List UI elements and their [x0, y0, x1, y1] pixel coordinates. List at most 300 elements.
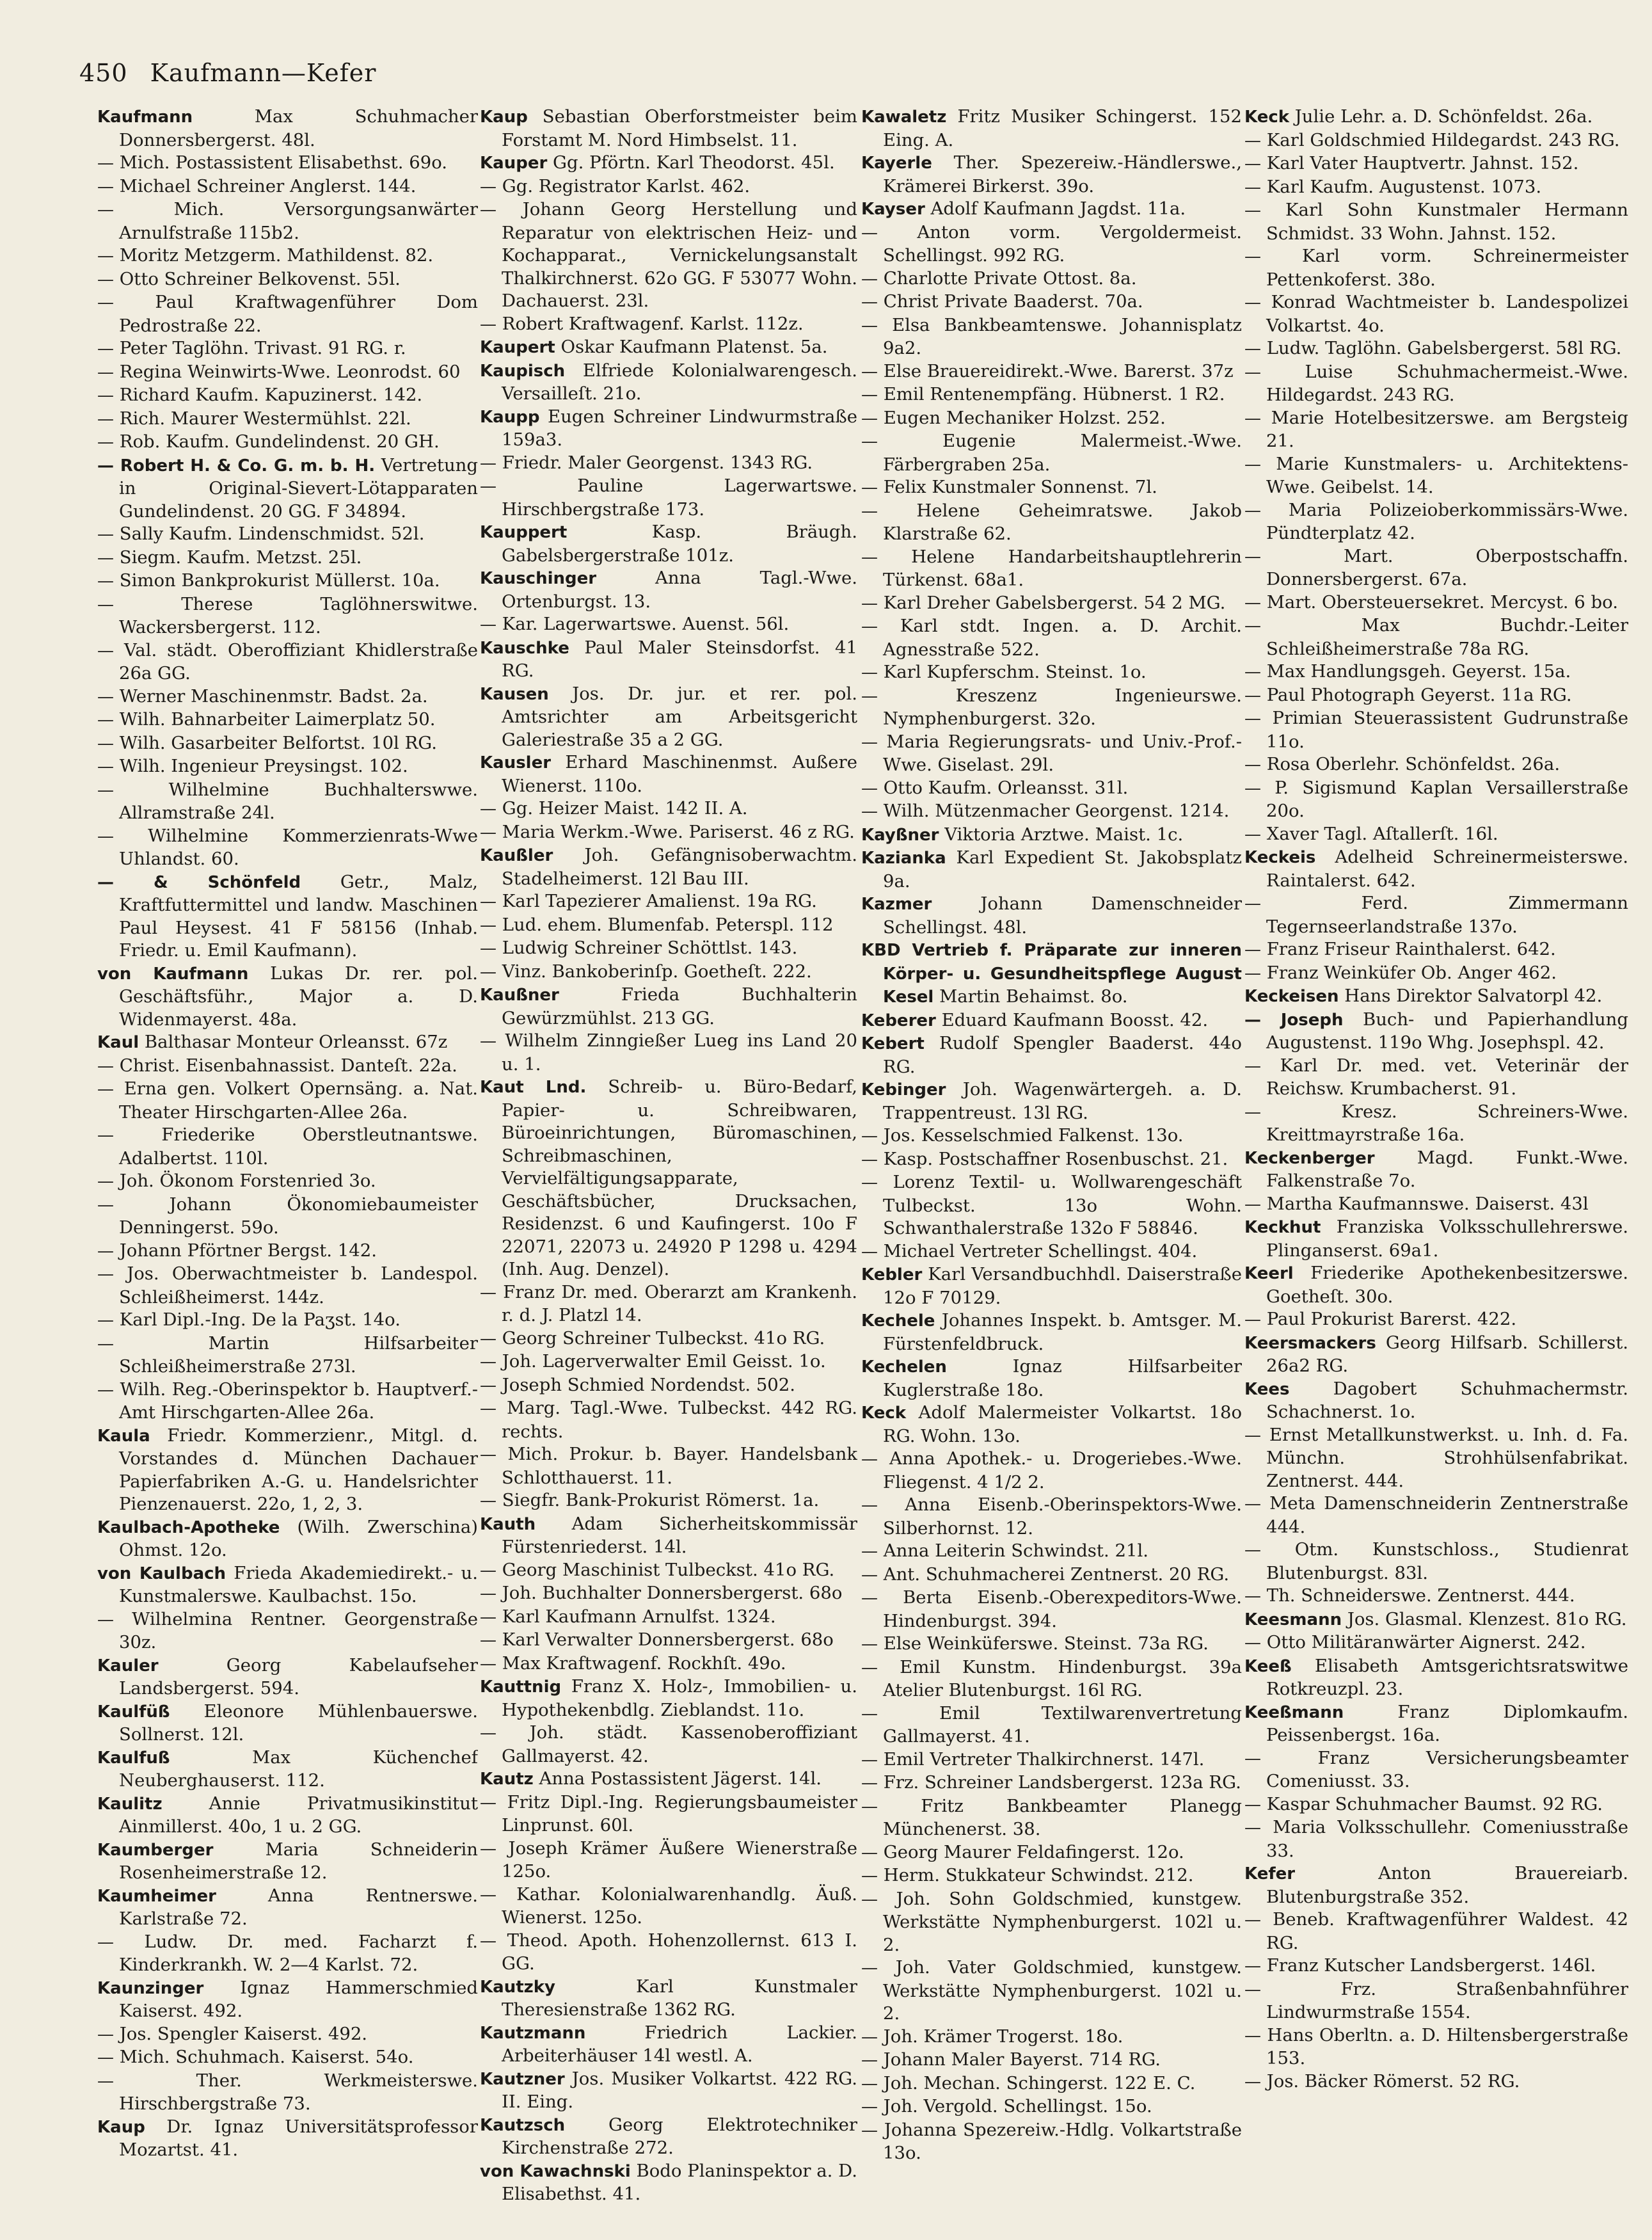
entry-details: Anna Eisenb.-Oberinspektors-Wwe. Silberhornst. 12.	[878, 1494, 1242, 1539]
entry-details: Robert Kraftwagenf. Karlst. 112z.	[496, 313, 804, 334]
directory-entry	[861, 1564, 1242, 1587]
entry-surname: —	[861, 1635, 878, 1654]
entry-details: Max Kraftwagenf. Rockhſt. 49o.	[496, 1652, 786, 1674]
entry-surname: Kaupp	[480, 407, 540, 427]
entry-surname: —	[97, 572, 114, 591]
entry-surname: —	[480, 1885, 496, 1905]
entry-surname: —	[861, 478, 878, 497]
directory-entry	[480, 844, 857, 890]
directory-entry	[97, 337, 478, 361]
entry-surname: —	[97, 826, 114, 846]
entry-surname: —	[97, 1932, 114, 1952]
entry-surname: —	[480, 1560, 496, 1580]
entry-surname: —	[1244, 824, 1261, 844]
entry-details: Maria Polizeioberkommissärs-Wwe. Pündterplatz 42.	[1261, 499, 1628, 543]
entry-details: Otto Militäranwärter Aignerst. 242.	[1261, 1632, 1586, 1652]
entry-details: Kresz. Schreiners-Wwe. Kreittmayrstraße 16a.	[1261, 1101, 1628, 1145]
entry-details: Ignaz Hammerschmied Kaiserst. 492.	[119, 1977, 478, 2021]
directory-entry	[480, 1676, 857, 1722]
entry-details: Karl Expedient St. Jakobsplatz 9a.	[883, 847, 1242, 892]
entry-surname: Kazianka	[861, 849, 946, 868]
entry-details: Jos. Bäcker Römerst. 52 RG.	[1261, 2070, 1520, 2092]
directory-entry	[97, 244, 478, 268]
entry-details: Fritz Dipl.-Ing. Regierungsbaumeister Linprunst. 60l.	[496, 1791, 857, 1836]
entry-details: Kasp. Bräugh. Gabelsbergerstraße 101z.	[502, 522, 857, 566]
entry-details: Luise Schuhmachermeist.-Wwe. Hildegardst. 243 RG.	[1261, 361, 1628, 405]
directory-entry	[861, 1078, 1242, 1124]
entry-details: Joseph Krämer Äußere Wienerstraße 125o.	[496, 1837, 857, 1882]
entry-surname: —	[861, 686, 878, 706]
entry-details: Wilh. Gasarbeiter Belfortst. 10l RG.	[114, 732, 438, 753]
entry-surname: —	[1244, 709, 1261, 728]
directory-entry	[97, 431, 478, 454]
directory-entry	[861, 661, 1242, 685]
entry-details: Maria Regierungsrats- und Univ.-Prof.-Wwe. Giselast. 29l.	[878, 731, 1242, 775]
entry-details: Magd. Funkt.-Wwe. Falkenstraße 7o.	[1266, 1147, 1628, 1191]
entry-surname: —	[861, 1242, 878, 1261]
entry-surname: —	[480, 1631, 496, 1650]
directory-entry	[861, 152, 1242, 198]
directory-entry	[97, 1793, 478, 1839]
entry-surname: —	[480, 915, 496, 935]
entry-details: Rudolf Spengler Baaderst. 44o RG.	[883, 1033, 1242, 1077]
entry-surname: —	[861, 1704, 878, 1724]
entry-details: Eleonore Mühlenbauerswe. Sollnerst. 12l.	[119, 1700, 478, 1745]
directory-entry	[861, 1748, 1242, 1772]
entry-surname: von Kawachnski	[480, 2161, 631, 2181]
entry-details: Pauline Lagerwartswe. Hirschbergstraße 173.	[496, 476, 857, 520]
entry-surname: Kechelen	[861, 1357, 947, 1377]
directory-entry	[480, 2068, 857, 2114]
entry-surname: Kees	[1244, 1379, 1290, 1399]
directory-entry	[480, 1791, 857, 1837]
directory-entry	[861, 1702, 1242, 1748]
entry-surname: —	[1244, 1425, 1261, 1445]
entry-details: Sebastian Oberforstmeister beim Forstamt M. Nord Himbselst. 11.	[502, 106, 857, 150]
directory-entry	[480, 1374, 857, 1398]
entry-details: Dagobert Schuhmachermstr. Schachnerst. 1o.	[1266, 1378, 1628, 1422]
entry-surname: —	[861, 1889, 878, 1909]
entry-details: Paul Maler Steinsdorfst. 41 RG.	[502, 637, 857, 681]
entry-details: Primian Steuerassistent Gudrunstraße 11o.	[1261, 708, 1628, 752]
entry-surname: Kaulitz	[97, 1794, 163, 1814]
entry-surname: Kauth	[480, 1514, 536, 1534]
entry-details: Jos. Glasmal. Klenzest. 81o RG.	[1342, 1608, 1627, 1629]
entry-surname: —	[861, 362, 878, 381]
entry-details: Franz Friseur Rainthalerst. 642.	[1261, 939, 1556, 959]
entry-surname: —	[97, 1334, 114, 1354]
entry-surname: —	[861, 1149, 878, 1169]
entry-details: Paul Kraftwagenführer Dom Pedrostraße 22.	[114, 292, 478, 336]
directory-entry	[1244, 962, 1628, 986]
entry-details: Sally Kaufm. Lindenschmidst. 52l.	[114, 524, 425, 544]
directory-entry	[97, 593, 478, 639]
directory-entry	[861, 314, 1242, 360]
entry-details: Felix Kunstmaler Sonnenst. 7l.	[878, 477, 1157, 497]
entry-surname: —	[97, 433, 114, 452]
column-1	[97, 106, 478, 2224]
entry-surname: —	[97, 154, 114, 173]
entry-details: Gg. Pförtn. Karl Theodorst. 45l.	[547, 152, 835, 173]
entry-details: Friedr. Kommerzienr., Mitgl. d. Vorstandes d. München Dachauer Papierfabriken A.-G. u. Handelsrichter Pienzenauerst. 22o, 1, 2, 3.	[119, 1425, 478, 1514]
directory-entry	[861, 1124, 1242, 1148]
entry-details: Wilhelmina Rentner. Georgenstraße 30z.	[114, 1608, 478, 1652]
entry-details: Georg Kabelaufseher Landsbergerst. 594.	[119, 1654, 478, 1699]
entry-details: Jos. Musiker Volkartst. 422 RG. II. Eing.	[502, 2068, 857, 2112]
directory-entry	[861, 1356, 1242, 1402]
entry-details: Georg Hilfsarb. Schillerst. 26a2 RG.	[1266, 1332, 1628, 1376]
directory-entry	[861, 824, 1242, 847]
entry-details: Mich. Prokur. b. Bayer. Handelsbank Schlotthauerst. 11.	[496, 1444, 857, 1488]
entry-surname: —	[97, 687, 114, 707]
entry-surname: —	[480, 1607, 496, 1627]
entry-details: Joh. Lagerverwalter Emil Geisst. 1o.	[496, 1351, 826, 1372]
directory-entry	[480, 914, 857, 938]
directory-entry	[1244, 1978, 1628, 2024]
entry-surname: —	[861, 1843, 878, 1862]
entry-surname: —	[1244, 894, 1261, 913]
entry-details: Oskar Kaufmann Platenst. 5a.	[555, 337, 828, 357]
directory-entry	[861, 407, 1242, 431]
entry-details: Helene Handarbeitshauptlehrerin Türkenst. 68a1.	[878, 546, 1242, 590]
entry-surname: Keckeis	[1244, 848, 1316, 867]
directory-entry	[97, 1031, 478, 1055]
directory-entry	[480, 797, 857, 821]
entry-details: Martin Behaimst. 8o.	[933, 986, 1128, 1007]
directory-entry	[480, 1884, 857, 1930]
entry-surname: —	[861, 316, 878, 335]
entry-details: Lorenz Textil- u. Wollwarengeschäft Tulbeckst. 13o Wohn. Schwanthalerstraße 132o F 58846.	[878, 1172, 1242, 1238]
directory-entry	[861, 1148, 1242, 1172]
directory-entry	[97, 523, 478, 547]
entry-surname: —	[1244, 1910, 1261, 1930]
entry-surname: —	[1244, 1748, 1261, 1768]
entry-details: Annie Privatmusikinstitut Ainmillerst. 40o, 1 u. 2 GG.	[119, 1793, 478, 1837]
entry-details: Wilh. Bahnarbeiter Laimerplatz 50.	[114, 709, 436, 730]
entry-surname: —	[861, 732, 878, 752]
entry-surname: —	[480, 1375, 496, 1395]
entry-surname: —	[1244, 1633, 1261, 1652]
directory-entry	[861, 615, 1242, 661]
entry-details: Joh. Gefängnisoberwachtm. Stadelheimerst. 12l Bau III.	[502, 845, 857, 889]
directory-entry	[97, 2116, 478, 2162]
directory-entry	[97, 1263, 478, 1309]
directory-entry	[97, 2070, 478, 2116]
entry-surname: —	[861, 408, 878, 428]
entry-surname: Keerl	[1244, 1264, 1294, 1283]
directory-entry	[1244, 1308, 1628, 1332]
entry-details: Jos. Spengler Kaiserst. 492.	[114, 2023, 368, 2044]
entry-details: Max Küchenchef Neuberghauserst. 112.	[119, 1747, 478, 1791]
entry-surname: Kaul	[97, 1033, 139, 1052]
entry-surname: Kebler	[861, 1265, 923, 1284]
entry-surname: —	[861, 802, 878, 821]
entry-details: Schreib- u. Büro-Bedarf, Papier- u. Schreibwaren, Büroeinrichtungen, Büromaschinen, Schreibmaschinen, Vervielfältigungsapparate, Geschäftsbücher, Drucksachen, Residenzst. 6 und Kaufingerst. 10o F 22071, 22073 u. 24920 P 1298 u. 4294 (Inh. Aug. Denzel).	[502, 1076, 857, 1279]
directory-entry	[480, 336, 857, 360]
directory-entry	[97, 755, 478, 779]
entry-details: Martin Hilfsarbeiter Schleißheimerstraße 273l.	[114, 1332, 478, 1377]
entry-surname: —	[480, 1445, 496, 1464]
entry-details: Moritz Metzgerm. Mathildenst. 82.	[114, 245, 434, 266]
directory-entry	[480, 2022, 857, 2068]
directory-entry	[1244, 129, 1628, 153]
column-4	[1244, 106, 1628, 2224]
entry-surname: —	[480, 799, 496, 819]
directory-entry	[480, 1837, 857, 1884]
directory-entry	[480, 1582, 857, 1606]
entry-details: Mich. Schuhmach. Kaiserst. 54o.	[114, 2047, 414, 2067]
entry-details: Adelheid Schreinermeisterswe. Raintalerst. 642.	[1266, 847, 1628, 891]
directory-entry	[480, 2114, 857, 2160]
directory-entry	[861, 1540, 1242, 1564]
directory-entry	[97, 1379, 478, 1425]
directory-entry	[97, 1309, 478, 1332]
entry-surname: Kaupisch	[480, 361, 566, 381]
entry-surname: —	[97, 1056, 114, 1076]
entry-surname: —	[861, 1496, 878, 1515]
entry-surname: —	[861, 1958, 878, 1978]
directory-entry	[97, 1747, 478, 1793]
entry-details: Werner Maschinenmstr. Badst. 2a.	[114, 685, 428, 707]
entry-surname: —	[480, 314, 496, 334]
entry-details: Vinz. Bankoberinſp. Goetheſt. 222.	[496, 961, 812, 982]
directory-entry	[480, 1976, 857, 2022]
directory-entry	[861, 500, 1242, 546]
entry-details: Jos. Kesselschmied Falkenst. 13o.	[878, 1125, 1184, 1146]
entry-surname: Kefer	[1244, 1864, 1296, 1884]
directory-entry	[1244, 176, 1628, 200]
entry-surname: Kazmer	[861, 895, 932, 914]
directory-entry	[480, 152, 857, 175]
directory-entry	[480, 2160, 857, 2206]
directory-entry	[97, 639, 478, 685]
directory-entry	[861, 268, 1242, 291]
entry-details: Beneb. Kraftwagenführer Waldest. 42 RG.	[1261, 1909, 1628, 1953]
directory-entry	[97, 1332, 478, 1379]
entry-details: Kasp. Postschaffner Rosenbuschst. 21.	[878, 1148, 1228, 1169]
directory-entry	[1244, 753, 1628, 777]
directory-entry	[861, 221, 1242, 268]
directory-entry	[1244, 1147, 1628, 1193]
directory-entry	[1244, 777, 1628, 823]
entry-details: Adam Sicherheitskommissär Fürstenriederst. 14l.	[502, 1513, 857, 1557]
entry-surname: —	[97, 386, 114, 405]
entry-details: Emil Vertreter Thalkirchnerst. 147l.	[878, 1748, 1205, 1770]
entry-details: Julie Lehr. a. D. Schönfeldst. 26a.	[1289, 106, 1593, 127]
entry-surname: Kayerle	[861, 154, 932, 173]
entry-details: Franz Kutscher Landsbergerst. 146l.	[1261, 1955, 1596, 1976]
entry-details: Kreszenz Ingenieurswe. Nymphenburgerst. 32o.	[878, 685, 1242, 729]
entry-surname: —	[480, 1032, 496, 1051]
directory-entry	[480, 751, 857, 797]
entry-surname: —	[1244, 1795, 1261, 1814]
directory-entry	[861, 1171, 1242, 1240]
directory-entry	[1244, 337, 1628, 361]
entry-surname: Keck	[1244, 108, 1290, 127]
directory-entry	[480, 313, 857, 337]
entry-details: Joh. Sohn Goldschmied, kunstgew. Werkstätte Nymphenburgerst. 102l u. 2.	[878, 1888, 1242, 1955]
entry-surname: —	[97, 1311, 114, 1330]
entry-details: Anna Rentnerswe. Karlstraße 72.	[119, 1885, 478, 1929]
entry-surname: Kaup	[97, 2117, 145, 2137]
entry-details: Ferd. Zimmermann Tegernseerlandstraße 137o.	[1261, 893, 1628, 937]
directory-entry	[1244, 199, 1628, 245]
entry-details: Karl Verwalter Donnersbergerst. 68o	[496, 1629, 834, 1650]
directory-entry	[861, 1009, 1242, 1033]
entry-details: Ignaz Hilfsarbeiter Kuglerstraße 18o.	[883, 1356, 1242, 1400]
entry-details: Rob. Kaufm. Gundelindenst. 20 GH.	[114, 431, 440, 452]
directory-entry	[97, 1170, 478, 1194]
directory-entry	[1244, 1816, 1628, 1862]
entry-surname: —	[1244, 293, 1261, 312]
directory-entry	[1244, 684, 1628, 708]
directory-entry	[861, 2119, 1242, 2165]
entry-surname: Kauppert	[480, 523, 568, 542]
directory-entry	[97, 1654, 478, 1700]
directory-entry	[97, 708, 478, 732]
entry-details: Richard Kaufm. Kapuzinerst. 142.	[114, 385, 423, 405]
entry-details: Emil Rentenempfäng. Hübnerst. 1 R2.	[878, 384, 1225, 404]
directory-entry	[1244, 1492, 1628, 1539]
entry-details: Otto Kaufm. Orleansst. 31l.	[878, 777, 1129, 798]
entry-surname: —	[97, 1241, 114, 1261]
entry-details: Johann Damenschneider Schellingst. 48l.	[883, 893, 1242, 938]
entry-details: Karl stdt. Ingen. a. D. Archit. Agnesstraße 522.	[878, 616, 1242, 660]
entry-surname: von Kaulbach	[97, 1564, 226, 1583]
directory-entry	[1244, 1332, 1628, 1378]
entry-details: Ther. Werkmeisterswe. Hirschbergstraße 73.	[114, 2070, 478, 2114]
directory-entry	[861, 1587, 1242, 1633]
directory-entry	[1244, 846, 1628, 892]
directory-entry	[480, 521, 857, 567]
directory-entry	[97, 1194, 478, 1240]
entry-surname: —	[861, 1588, 878, 1608]
entry-surname: —	[97, 2024, 114, 2044]
entry-surname: —	[480, 1491, 496, 1510]
entry-details: Wilhelm Zinngießer Lueg ins Land 20 u. 1.	[496, 1030, 857, 1075]
entry-surname: —	[861, 1450, 878, 1469]
entry-details: Karl Kaufmann Arnulfst. 1324.	[496, 1606, 776, 1627]
entry-details: Wilhelmine Buchhalterswwe. Allramstraße 24l.	[114, 779, 478, 823]
entry-surname: —	[1244, 247, 1261, 266]
entry-details: Simon Bankprokurist Müllerst. 10a.	[114, 570, 440, 591]
directory-entry	[1244, 1701, 1628, 1747]
directory-entry	[861, 430, 1242, 476]
entry-details: Frieda Buchhalterin Gewürzmühlst. 213 GG.	[502, 984, 857, 1028]
entry-details: Karl Vater Hauptvertr. Jahnst. 152.	[1261, 153, 1579, 173]
entry-details: Wilh. Ingenieur Preysingst. 102.	[114, 756, 408, 776]
entry-surname: —	[861, 1542, 878, 1561]
entry-details: Elsa Bankbeamtenswe. Johannisplatz 9a2.	[878, 314, 1242, 358]
directory-entry	[97, 547, 478, 570]
entry-surname: Kausler	[480, 753, 552, 772]
directory-entry	[861, 1448, 1242, 1494]
directory-entry	[480, 452, 857, 476]
directory-entry	[480, 1722, 857, 1768]
directory-entry	[1244, 407, 1628, 453]
directory-entry	[480, 613, 857, 637]
directory-entry	[861, 1888, 1242, 1957]
entry-surname: Kawaletz	[861, 108, 947, 127]
directory-entry	[97, 268, 478, 292]
entry-details: Marie Kunstmalers- u. Architektens-Wwe. Geibelst. 14.	[1261, 453, 1628, 497]
directory-entry	[97, 963, 478, 1032]
entry-details: Hans Direktor Salvatorpl 42.	[1338, 986, 1603, 1006]
entry-surname: Kechele	[861, 1311, 935, 1331]
directory-entry	[480, 1606, 857, 1629]
entry-surname: —	[1244, 778, 1261, 798]
entry-surname: —	[1244, 1540, 1261, 1560]
directory-entry	[1244, 614, 1628, 660]
directory-entry	[861, 2026, 1242, 2049]
entry-details: Max Handlungsgeh. Geyerst. 15a.	[1261, 661, 1571, 682]
entry-surname: —	[97, 780, 114, 800]
directory-entry	[861, 592, 1242, 616]
entry-surname: —	[480, 1724, 496, 1743]
entry-details: Karl Dipl.-Ing. De la Paʒst. 14o.	[114, 1309, 401, 1330]
entry-surname: —	[97, 595, 114, 614]
entry-details: Anton vorm. Vergoldermeist. Schellingst. 992 RG.	[878, 221, 1242, 266]
directory-entry	[861, 685, 1242, 731]
entry-details: Vertretung in Original-Sievert-Lötapparaten Gundelindenst. 20 GG. F 34894.	[119, 454, 478, 522]
page-header	[79, 59, 376, 87]
entry-details: Kar. Lagerwartswe. Auenst. 56l.	[496, 614, 790, 634]
directory-entry	[861, 800, 1242, 824]
entry-surname: —	[97, 362, 114, 382]
entry-details: Meta Damenschneiderin Zentnerstraße 444.	[1261, 1493, 1628, 1537]
entry-surname: —	[861, 223, 878, 243]
directory-entry	[1244, 707, 1628, 753]
directory-entry	[97, 1078, 478, 1124]
entry-details: Dr. Ignaz Universitätsprofessor Mozartst. 41.	[119, 2116, 478, 2160]
entry-details: Anna Postassistent Jägerst. 14l.	[533, 1768, 822, 1789]
entry-surname: — Joseph	[1244, 1010, 1344, 1030]
entry-details: Max Schuhmacher Donnersbergerst. 48l.	[119, 106, 478, 150]
entry-surname: —	[861, 292, 878, 312]
entry-surname: —	[1244, 154, 1261, 173]
entry-surname: —	[1244, 201, 1261, 220]
entry-details: Otm. Kunstschloss., Studienrat Blutenburgst. 83l.	[1261, 1539, 1628, 1583]
entry-surname: —	[861, 2097, 878, 2116]
entry-surname: Kayser	[861, 200, 925, 219]
entry-details: Eugen Schreiner Lindwurmstraße 159a3.	[502, 406, 857, 450]
directory-entry	[97, 361, 478, 385]
directory-entry	[97, 152, 478, 175]
entry-surname: —	[1244, 662, 1261, 682]
directory-entry	[480, 1559, 857, 1583]
entry-details: Elisabeth Amtsgerichtsratswitwe Rotkreuzpl. 23.	[1266, 1655, 1628, 1699]
entry-details: Adolf Kaufmann Jagdst. 11a.	[925, 198, 1186, 219]
directory-entry	[861, 939, 1242, 1009]
entry-surname: —	[97, 177, 114, 196]
entry-surname: Kaulbach-Apotheke	[97, 1517, 280, 1537]
entry-surname: —	[97, 757, 114, 776]
directory-entry	[480, 1629, 857, 1652]
entry-surname: —	[97, 733, 114, 753]
directory-entry	[861, 847, 1242, 893]
entry-details: Paul Photograph Geyerst. 11a RG.	[1261, 684, 1572, 705]
directory-entry	[861, 1633, 1242, 1656]
entry-details: Joseph Schmied Nordendst. 502.	[496, 1374, 796, 1395]
entry-details: (Wilh. Zwerschina) Ohmst. 12o.	[119, 1516, 478, 1560]
directory-entry	[1244, 1585, 1628, 1608]
entry-surname: Kebinger	[861, 1080, 946, 1100]
entry-surname: Kauschinger	[480, 569, 597, 588]
entry-details: Mart. Obersteuersekret. Mercyst. 6 bo.	[1261, 591, 1618, 612]
entry-details: Helene Geheimratswe. Jakob Klarstraße 62.	[878, 500, 1242, 544]
entry-details: Frieda Akademiedirekt.- u. Kunstmalerswe. Kaulbachst. 15o.	[119, 1562, 478, 1606]
directory-entry	[480, 106, 857, 152]
